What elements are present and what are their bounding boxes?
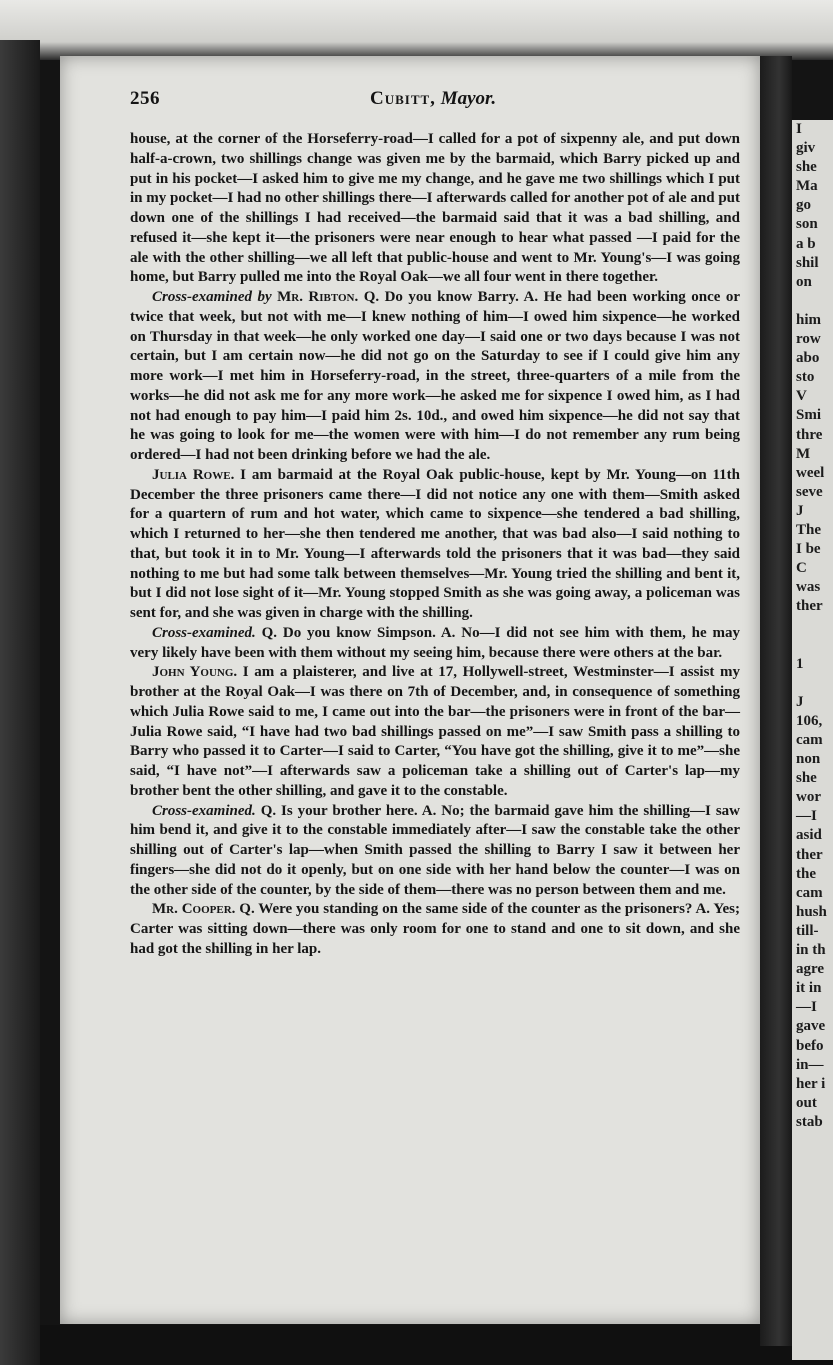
- facing-page-fragment: the: [796, 865, 816, 882]
- speaker-name: Julia Rowe.: [152, 466, 235, 483]
- facing-page-fragment: a b: [796, 235, 816, 252]
- facing-page-fragment: ther: [796, 846, 823, 863]
- facing-page-fragment: I: [796, 121, 802, 137]
- testimony-text: I am barmaid at the Royal Oak public-house, kept by Mr. Young—on 11th December the three prisoners came there—I did not notice any one with them—Smith asked for a quartern of rum and hot water, which came to sixpence—she tendered a bad shilling, which I returned to her—she then tendered me another, that was bad also—I said nothing to that, but took it in to Mr. Young—I afterwards told the prisoners that it was bad—they said nothing to me but had some talk between themselves—Mr. Young tried the shilling and bent it, but I did not lose sight of it—Mr. Young stopped Smith as she was going away, a policeman was sent for, and she was given in charge with the shilling.: [130, 466, 741, 621]
- facing-page-fragment: abo: [796, 350, 820, 367]
- facing-page-fragment: giv: [796, 140, 816, 157]
- cross-examined-label: Cross-examined by: [152, 289, 272, 305]
- paragraph-3: [130, 466, 740, 624]
- running-head-title: Mayor.: [440, 88, 497, 109]
- facing-page-fragment: him: [796, 311, 822, 328]
- facing-page-fragment: ther: [796, 598, 823, 615]
- facing-page-fragment: it in: [796, 980, 822, 997]
- facing-page-fragment: cam: [796, 732, 823, 748]
- facing-page-fragment: 1: [796, 655, 804, 672]
- facing-page-fragment: she: [796, 159, 817, 176]
- book-bottom-edge: [40, 1325, 833, 1365]
- cross-examined-label: Cross-examined.: [152, 802, 256, 819]
- facing-page-fragment: wor: [796, 789, 821, 806]
- facing-page-fragment: sto: [796, 369, 815, 386]
- facing-page-fragment: hush: [796, 903, 827, 920]
- facing-page-fragment: she: [796, 770, 817, 787]
- facing-page-fragment: seve: [796, 483, 823, 500]
- facing-page-fragment: row: [796, 331, 821, 348]
- testimony-text: Q. Were you standing on the same side of the counter as the prisoners? A. Yes; Carter was sitting down—there was only room for one to stand and one to sit down, and she had got the shilling in her lap.: [130, 901, 741, 957]
- facing-page-fragment: till-: [796, 922, 819, 939]
- facing-page-fragment: stab: [796, 1113, 823, 1130]
- facing-page-fragment: [792, 674, 833, 693]
- facing-page-fragment: her i: [796, 1075, 826, 1092]
- facing-page-fragment: was: [796, 579, 821, 596]
- facing-page-fragment: V: [796, 388, 807, 405]
- testimony-text: Q. Do you know Simpson. A. No—I did not see him with them, he may very likely have been with them without my seeing him, because there were others at the bar.: [130, 624, 741, 661]
- facing-page-fragment: on: [796, 273, 812, 290]
- facing-page-fragment: [792, 636, 833, 655]
- facing-page-fragment: son: [796, 216, 818, 233]
- facing-page-fragment: 106,: [796, 712, 823, 729]
- facing-page-fragment: agre: [796, 961, 825, 978]
- facing-page: [792, 120, 833, 1360]
- cross-examined-label: Cross-examined.: [152, 624, 256, 641]
- facing-page-fragment: J: [796, 502, 804, 519]
- top-margin: [0, 0, 833, 60]
- facing-page-fragment: [792, 616, 833, 635]
- facing-page-fragment: non: [796, 751, 821, 768]
- paragraph-4: [130, 624, 740, 664]
- running-head-name: Cubitt,: [370, 88, 436, 109]
- facing-page-fragment: shil: [796, 254, 819, 271]
- facing-page-fragment: thre: [796, 426, 823, 443]
- facing-page-fragment: J: [796, 693, 804, 710]
- speaker-name: Mr. Cooper.: [152, 901, 236, 918]
- facing-page-fragment: Smi: [796, 407, 822, 424]
- speaker-name: John Young.: [152, 664, 238, 681]
- running-head: [370, 88, 496, 110]
- testimony-text: Q. Do you know Barry. A. He had been working once or twice that week, but not with me—I knew nothing of him—I owed him sixpence—he worked on Thursday in that week—he only worked one day—I said one or two days because I was not certain, but I am certain now—he did not go on the Saturday to see if I could give him any more work—I met him in Horseferry-road, in the street, three-quarters of a mile from the works—he did not ask me for any more work—he asked me for sixpence I owed him, as I had not had enough to pay him—I paid him 2s. 10d., and owed him sixpence—he did not say that he was going to look for me—the women were with him—I do not remember any rum being ordered—I had not been drinking before we had the ale.: [130, 289, 741, 463]
- facing-page-fragment: —I: [796, 808, 817, 825]
- page-number: 256: [130, 88, 160, 109]
- paragraph-5: [130, 663, 740, 801]
- facing-page-fragment: M: [796, 445, 811, 462]
- facing-page-fragment: —I: [796, 999, 817, 1016]
- paragraph-7: [130, 900, 740, 959]
- facing-page-fragment: cam: [796, 884, 823, 901]
- page-header: [130, 88, 740, 116]
- page-body: [130, 130, 740, 960]
- facing-page-fragment: out: [796, 1094, 817, 1111]
- facing-page-fragment: go: [796, 197, 811, 214]
- book-spine: [760, 56, 792, 1346]
- paragraph-1: house, at the corner of the Horseferry-road—I called for a pot of sixpenny ale, and put down half-a-crown, two shillings change was given me by the barmaid, which Barry picked up and put in his pocket—I asked him to give me my change, and he gave me two shillings which I put in my pocket—I had no other shillings there—I afterwards called for another pot of ale and put down one of the shillings I had received—the barmaid said that it was a bad shilling, and refused it—she kept it—the prisoners were near enough to hear what passed —I paid for the ale with the other shilling—we all left that public-house and went to Mr. Young's—I was going home, but Barry pulled me into the Royal Oak—we all four went in there together.: [130, 131, 740, 286]
- facing-page-fragment: I be: [796, 541, 821, 558]
- facing-page-fragment: in—: [796, 1056, 824, 1073]
- paragraph-6: [130, 802, 740, 901]
- book-left-edge: [0, 40, 40, 1365]
- facing-page-fragment: The: [796, 521, 822, 538]
- facing-page-fragment: Ma: [796, 178, 818, 195]
- testimony-text: I am a plaisterer, and live at 17, Hollywell-street, Westminster—I assist my brother at the Royal Oak—I was there on 7th of December, and, in consequence of something which Julia Rowe said to me, I came out into the bar—the prisoners were in front of the bar—Julia Rowe said, “I have had two bad shillings passed on me”—I saw Smith pass a shilling to Barry who passed it to Carter—I said to Carter, “You have got the shilling, give it to me”—she said, “I have not”—I afterwards saw a policeman take a shilling out of Carter's lap—my brother bent the other shilling, and gave it to the constable.: [130, 664, 741, 799]
- facing-page-fragment: in th: [796, 942, 826, 959]
- facing-page-fragment: gave: [796, 1018, 826, 1035]
- facing-page-fragment: befo: [796, 1037, 824, 1054]
- facing-page-fragment: weel: [796, 464, 825, 481]
- facing-page-fragment: C: [796, 560, 807, 577]
- paragraph-2: [130, 288, 740, 466]
- facing-page-fragment: asid: [796, 827, 822, 844]
- testimony-text: Q. Is your brother here. A. No; the barmaid gave him the shilling—I saw him bend it, and give it to the constable immediately after—I saw the constable take the other shilling out of Carter's lap—when Smith passed the shilling to Barry I saw it between her fingers—she did not do it openly, but on one side with her hand below the counter—I was on the other side of the counter, by the side of them—there was no person between them and me.: [130, 802, 740, 898]
- speaker-name: Mr. Ribton.: [277, 289, 359, 305]
- facing-page-fragment: [792, 292, 833, 311]
